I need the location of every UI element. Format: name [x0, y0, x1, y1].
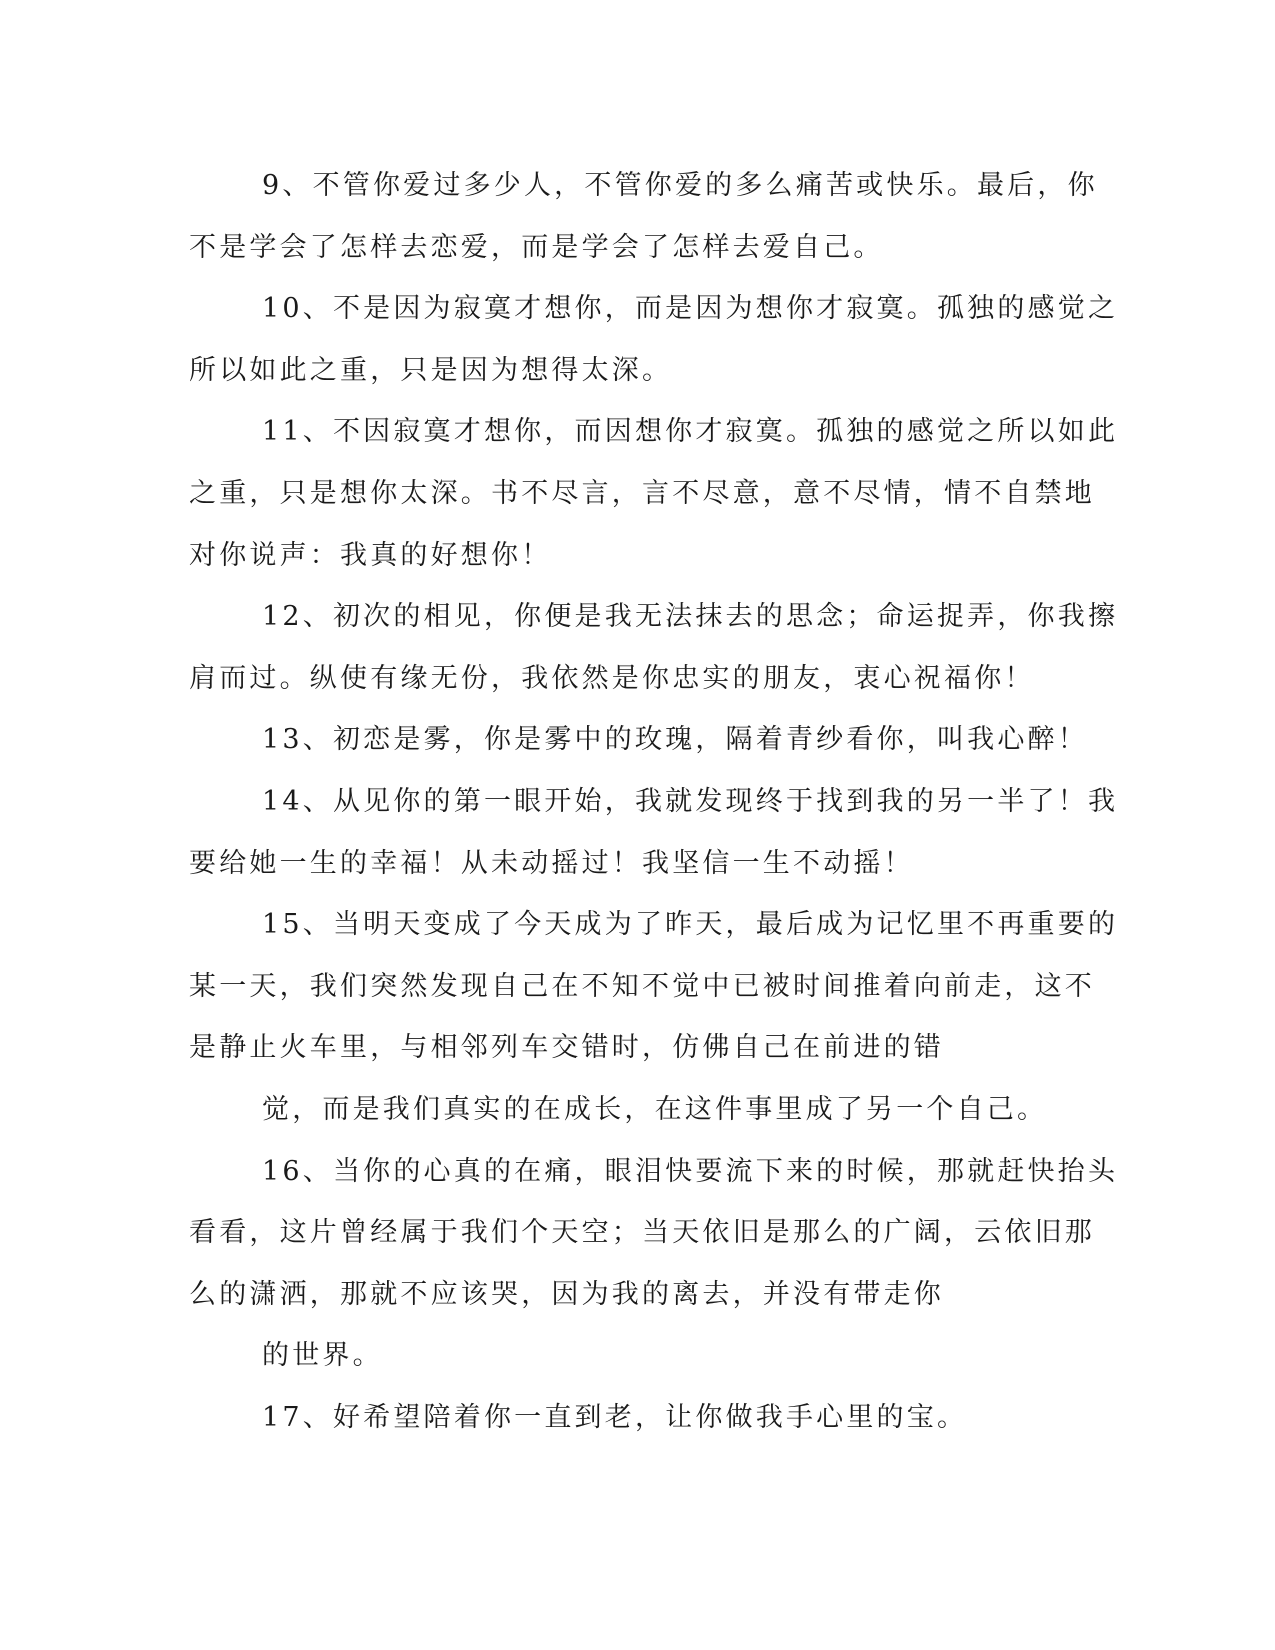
text-line: 16、当你的心真的在痛，眼泪快要流下来的时候，那就赶快抬头	[262, 1155, 1119, 1187]
text-line: 之重，只是想你太深。书不尽言，言不尽意，意不尽情，情不自禁地	[189, 477, 1095, 509]
text-line: 所以如此之重，只是因为想得太深。	[189, 354, 673, 386]
text-line: 10、不是因为寂寞才想你，而是因为想你才寂寞。孤独的感觉之	[262, 293, 1119, 325]
text-line: 看看，这片曾经属于我们个天空；当天依旧是那么的广阔，云依旧那	[189, 1217, 1095, 1249]
text-line: 11、不因寂寞才想你，而因想你才寂寞。孤独的感觉之所以如此	[262, 416, 1119, 448]
text-line: 某一天，我们突然发现自己在不知不觉中已被时间推着向前走，这不	[189, 970, 1095, 1002]
text-line: 14、从见你的第一眼开始，我就发现终于找到我的另一半了！我	[262, 785, 1119, 817]
text-line: 的世界。	[262, 1340, 383, 1372]
text-line: 么的潇洒，那就不应该哭，因为我的离去，并没有带走你	[189, 1278, 944, 1310]
text-line: 17、好希望陪着你一直到老，让你做我手心里的宝。	[262, 1401, 968, 1433]
text-line: 15、当明天变成了今天成为了昨天，最后成为记忆里不再重要的	[262, 909, 1119, 941]
text-line: 13、初恋是雾，你是雾中的玫瑰，隔着青纱看你，叫我心醉！	[262, 724, 1088, 756]
document-body	[189, 155, 1119, 1448]
text-line: 不是学会了怎样去恋爱，而是学会了怎样去爱自己。	[189, 231, 884, 263]
text-line: 12、初次的相见，你便是我无法抹去的思念；命运捉弄，你我擦	[262, 601, 1119, 633]
text-line: 肩而过。纵使有缘无份，我依然是你忠实的朋友，衷心祝福你！	[189, 662, 1035, 694]
text-line: 是静止火车里，与相邻列车交错时，仿佛自己在前进的错	[189, 1032, 944, 1064]
text-line: 觉，而是我们真实的在成长，在这件事里成了另一个自己。	[262, 1093, 1048, 1125]
text-line: 对你说声：我真的好想你！	[189, 539, 552, 571]
text-line: 要给她一生的幸福！从未动摇过！我坚信一生不动摇！	[189, 847, 914, 879]
text-line: 9、不管你爱过多少人，不管你爱的多么痛苦或快乐。最后，你	[262, 170, 1098, 201]
